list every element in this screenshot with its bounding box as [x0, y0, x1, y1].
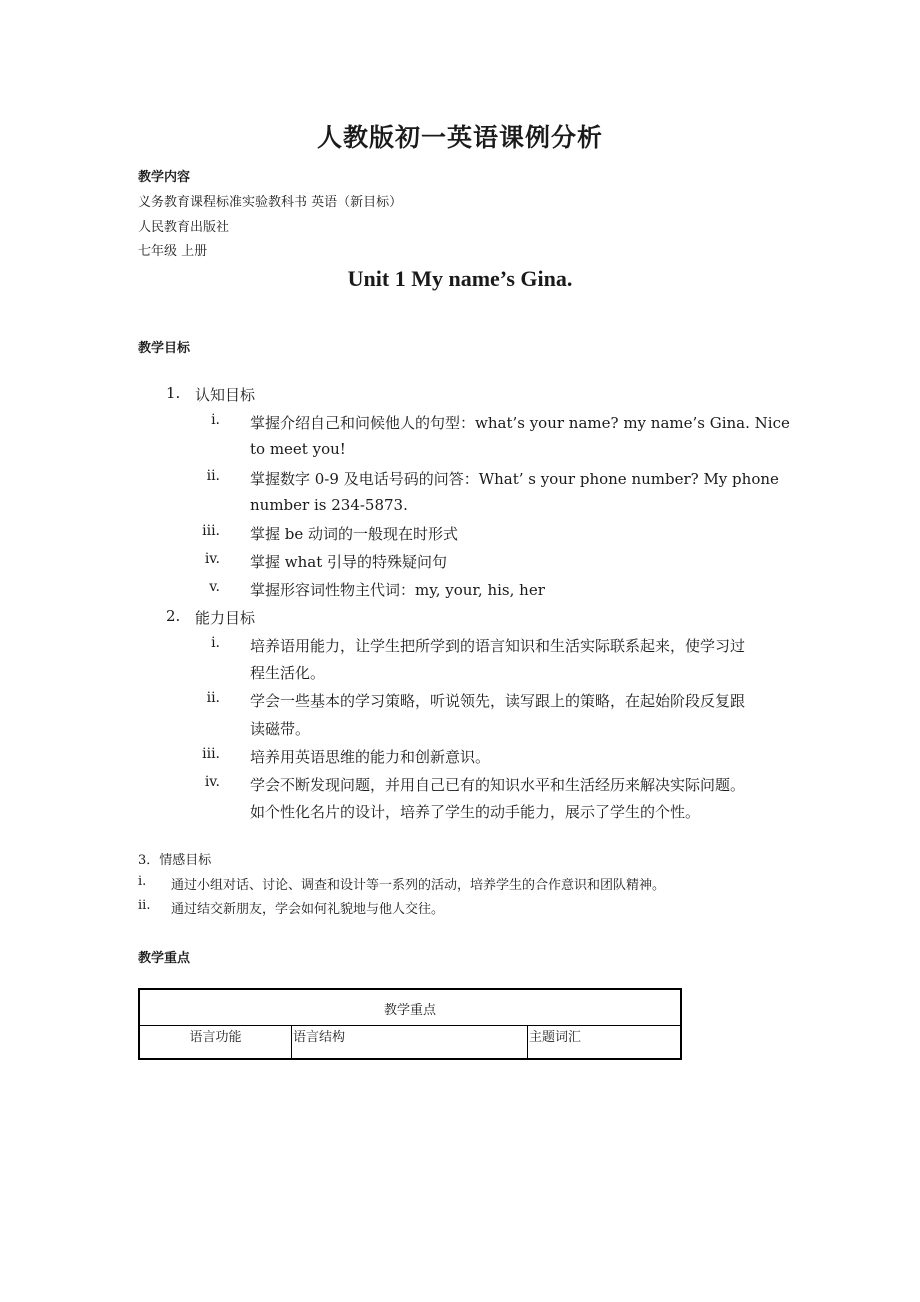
roman-numeral: iv.	[204, 551, 220, 567]
roman-numeral: i.	[138, 874, 147, 889]
list-item-continuation: to meet you!	[250, 440, 346, 458]
focus-label: 教学重点	[138, 951, 191, 966]
list-item: 掌握形容词性物主代词：my, your, his, her	[250, 581, 545, 599]
list-item-continuation: 读磁带。	[250, 720, 311, 738]
list-item-continuation: 如个性化名片的设计，培养了学生的动手能力，展示了学生的个性。	[250, 803, 701, 821]
list-item: 通过结交新朋友，学会如何礼貌地与他人交往。	[171, 902, 445, 917]
list-item: 掌握 what 引导的特殊疑问句	[250, 553, 448, 571]
content-label: 教学内容	[138, 170, 191, 185]
document-title: 人教版初一英语课例分析	[316, 123, 603, 152]
goal-title-cognitive: 认知目标	[195, 386, 256, 404]
content-line-publisher: 人民教育出版社	[138, 220, 230, 235]
list-item: 掌握数字 0-9 及电话号码的问答：What’ s your phone number? My phone	[250, 470, 779, 488]
table-cell-topic-vocabulary: 主题词汇	[529, 1030, 582, 1045]
roman-numeral: iii.	[202, 523, 220, 539]
goal-title-emotional: 3．情感目标	[138, 853, 212, 868]
goal-number: 1.	[166, 384, 181, 402]
focus-table	[138, 988, 682, 1060]
roman-numeral: i.	[211, 412, 220, 428]
list-item: 培养用英语思维的能力和创新意识。	[250, 748, 491, 766]
table-cell-language-function: 语言功能	[140, 1026, 292, 1058]
roman-numeral: iv.	[204, 774, 220, 790]
unit-title: Unit 1 My name’s Gina.	[347, 266, 573, 291]
list-item-continuation: number is 234-5873.	[250, 496, 408, 514]
list-item: 掌握 be 动词的一般现在时形式	[250, 525, 459, 543]
list-item: 培养语用能力，让学生把所学到的语言知识和生活实际联系起来，使学习过	[250, 637, 746, 655]
content-line-grade: 七年级 上册	[138, 244, 208, 259]
list-item: 学会一些基本的学习策略，听说领先，读写跟上的策略，在起始阶段反复跟	[250, 692, 746, 710]
list-item: 掌握介绍自己和问候他人的句型：what’s your name? my name’s Gina. Nice	[250, 414, 790, 432]
list-item-continuation: 程生活化。	[250, 664, 326, 682]
table-header-cell: 教学重点	[140, 990, 680, 1026]
goal-title-ability: 能力目标	[195, 609, 256, 627]
roman-numeral: ii.	[206, 690, 220, 706]
list-item: 通过小组对话、讨论、调查和设计等一系列的活动，培养学生的合作意识和团队精神。	[171, 878, 666, 893]
roman-numeral: ii.	[138, 898, 151, 913]
roman-numeral: iii.	[202, 746, 220, 762]
roman-numeral: v.	[209, 579, 220, 595]
content-line-textbook: 义务教育课程标准实验教科书 英语（新目标）	[138, 195, 403, 210]
roman-numeral: i.	[211, 635, 220, 651]
roman-numeral: ii.	[206, 468, 220, 484]
goal-number: 2.	[166, 607, 181, 625]
table-cell-language-structure: 语言结构	[292, 1026, 528, 1058]
objectives-label: 教学目标	[138, 341, 191, 356]
list-item: 学会不断发现问题，并用自己已有的知识水平和生活经历来解决实际问题。	[250, 776, 746, 794]
